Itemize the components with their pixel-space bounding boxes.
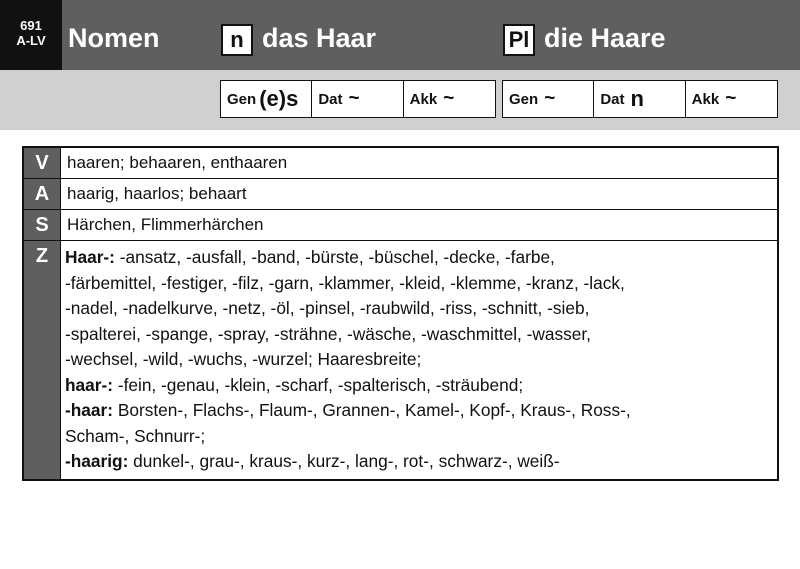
compound-line (65, 373, 777, 399)
row-verbs (24, 148, 777, 179)
case-ending: ~ (348, 88, 360, 109)
compound-line (65, 271, 777, 297)
case-label: Gen (509, 90, 539, 108)
row-adjectives (24, 179, 777, 210)
compound-line (65, 424, 777, 450)
case-label: Gen (227, 90, 257, 108)
gender-badge: n (221, 24, 253, 56)
word-class-title: Nomen (68, 23, 160, 53)
plural-cases (502, 80, 778, 118)
row-letter: S (24, 210, 60, 240)
case-ending: (e)s (259, 86, 299, 111)
compound-line (65, 245, 777, 271)
word-family-table (22, 146, 779, 481)
entry-id-box (0, 0, 62, 70)
case-label: Akk (409, 90, 438, 108)
singular-accusative (404, 81, 495, 117)
singular-genitive (221, 81, 312, 117)
row-letter: Z (24, 241, 60, 479)
row-nouns (24, 210, 777, 241)
plural-badge: Pl (503, 24, 535, 56)
compound-list: -ansatz, -ausfall, -band, -bürste, -büschel, -decke, -farbe, (114, 247, 555, 267)
plural-form: die Haare (544, 23, 666, 53)
compound-list: -spalterei, -spange, -spray, -strähne, -wäsche, -waschmittel, -wasser, (65, 323, 591, 344)
compound-list: Borsten-, Flachs-, Flaum-, Grannen-, Kamel-, Kopf-, Kraus-, Ross-, (113, 400, 631, 420)
compound-list: dunkel-, grau-, kraus-, kurz-, lang-, rot-, schwarz-, weiß- (128, 451, 560, 471)
compound-line (65, 322, 777, 348)
compound-list: -färbemittel, -festiger, -filz, -garn, -klammer, -kleid, -klemme, -kranz, -lack, (65, 272, 625, 293)
plural-dative (594, 81, 685, 117)
row-letter: A (24, 179, 60, 209)
singular-dative (312, 81, 403, 117)
entry-level: A-LV (16, 33, 46, 48)
row-letter: V (24, 148, 60, 178)
case-label: Dat (318, 90, 343, 108)
case-ending: ~ (544, 88, 556, 109)
compound-list: Scham-, Schnurr-; (65, 425, 206, 446)
compound-list: -fein, -genau, -klein, -scharf, -spalterisch, -sträubend; (113, 374, 524, 395)
row-text: haaren; behaaren, enthaaren (60, 148, 777, 178)
compound-list: -nadel, -nadelkurve, -netz, -öl, -pinsel, -raubwild, -riss, -schnitt, -sieb, (65, 298, 590, 318)
compound-head: Haar-: (65, 247, 115, 267)
compound-head: -haar: (65, 400, 114, 420)
compounds-text (60, 241, 777, 479)
row-text: Härchen, Flimmerhärchen (60, 210, 777, 240)
singular-form: das Haar (262, 23, 377, 53)
entry-number: 691 (20, 18, 42, 33)
compound-head: -haarig: (65, 451, 129, 471)
case-ending: ~ (725, 88, 737, 109)
compound-line (65, 296, 777, 322)
case-label: Akk (691, 90, 720, 108)
compound-line (65, 398, 777, 424)
plural-genitive (503, 81, 594, 117)
row-compounds (24, 241, 777, 479)
singular-cases (220, 80, 496, 118)
compound-line (65, 347, 777, 373)
compound-list: -wechsel, -wild, -wuchs, -wurzel; Haaresbreite; (65, 349, 422, 369)
compound-line (65, 449, 777, 475)
plural-accusative (686, 81, 777, 117)
row-text: haarig, haarlos; behaart (60, 179, 777, 209)
case-label: Dat (600, 90, 625, 108)
case-ending: n (630, 86, 644, 111)
compound-head: haar-: (65, 374, 114, 395)
header-bar (0, 0, 800, 70)
case-ending: ~ (443, 88, 455, 109)
